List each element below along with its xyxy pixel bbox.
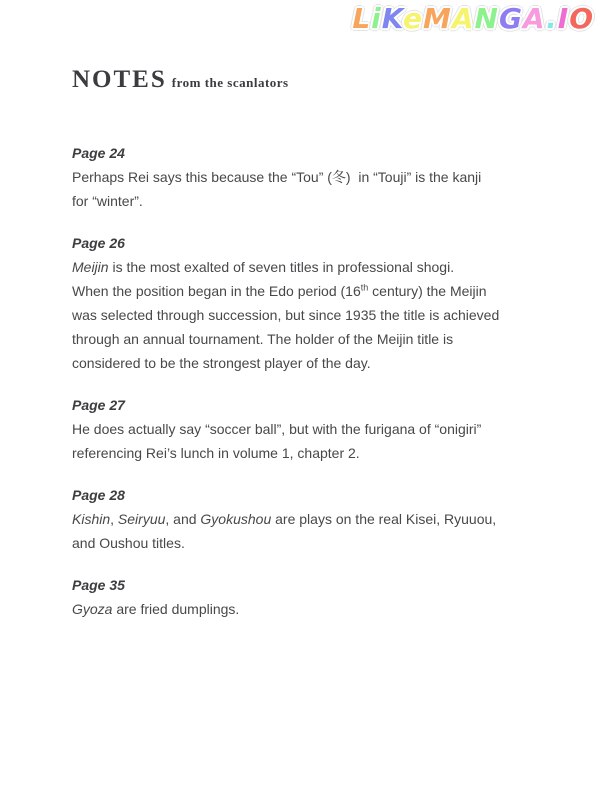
note-text-line xyxy=(72,255,562,279)
note-text-segment: was selected through succession, but since 1935 the title is achieved xyxy=(72,307,500,323)
note-page-heading: Page 27 xyxy=(72,397,125,413)
watermark-letter: A xyxy=(522,2,547,35)
note-text-segment: for “winter”. xyxy=(72,193,143,209)
note-text-segment: Perhaps Rei says this because the “Tou” (冬) in “Touji” is the kanji xyxy=(72,169,482,185)
note-section xyxy=(72,231,562,375)
note-text-segment: , and xyxy=(165,511,201,527)
note-text-segment: Kishin xyxy=(72,511,111,527)
note-text-segment: Gyokushou xyxy=(200,511,272,527)
note-section xyxy=(72,141,562,213)
note-text-segment: considered to be the strongest player of the day. xyxy=(72,355,371,371)
note-text-line xyxy=(72,279,562,303)
note-text-segment: and Oushou titles. xyxy=(72,535,185,551)
note-page-heading: Page 24 xyxy=(72,145,125,161)
page-title: NOTES xyxy=(72,66,167,93)
watermark-letter: i xyxy=(371,2,382,35)
note-text-segment: referencing Rei’s lunch in volume 1, chapter 2. xyxy=(72,445,360,461)
notes-header xyxy=(72,66,289,94)
site-watermark xyxy=(352,2,594,35)
note-text-line xyxy=(72,351,562,375)
note-page-heading: Page 28 xyxy=(72,487,125,503)
watermark-letter: L xyxy=(352,2,372,35)
note-text-line xyxy=(72,165,562,189)
note-text-segment: century) the Meijin xyxy=(368,283,487,299)
watermark-letter: . xyxy=(546,2,558,35)
note-text-segment: He does actually say “soccer ball”, but with the furigana of “onigiri” xyxy=(72,421,482,437)
note-page-heading: Page 35 xyxy=(72,577,125,593)
note-text-line xyxy=(72,327,562,351)
note-text-segment: , xyxy=(110,511,118,527)
note-text-line xyxy=(72,507,562,531)
watermark-letter: K xyxy=(381,2,403,35)
note-text-line xyxy=(72,303,562,327)
watermark-letter: O xyxy=(569,2,594,35)
note-text-segment: Meijin xyxy=(72,259,109,275)
note-text-segment: Seiryuu xyxy=(117,511,166,527)
note-page-heading: Page 26 xyxy=(72,235,125,251)
watermark-letter: A xyxy=(451,2,475,35)
note-text-segment: Gyoza xyxy=(72,601,113,617)
note-text-line xyxy=(72,417,562,441)
watermark-letter: M xyxy=(422,2,452,35)
note-text-line xyxy=(72,189,562,213)
watermark-letter: N xyxy=(474,2,499,35)
note-section xyxy=(72,573,562,621)
note-section xyxy=(72,393,562,465)
note-text-segment: through an annual tournament. The holder of the Meijin title is xyxy=(72,331,454,347)
note-text-segment: are fried dumplings. xyxy=(112,601,240,617)
note-text-line xyxy=(72,531,562,555)
note-text-segment: th xyxy=(360,282,369,293)
note-text-line xyxy=(72,441,562,465)
page-subtitle: from the scanlators xyxy=(171,75,289,90)
note-section xyxy=(72,483,562,555)
note-text-segment: is the most exalted of seven titles in professional shogi. xyxy=(108,259,455,275)
watermark-letter: e xyxy=(402,2,423,35)
note-text-segment: When the position began in the Edo period (16 xyxy=(72,283,361,299)
note-text-segment: are plays on the real Kisei, Ryuuou, xyxy=(271,511,497,527)
watermark-letter: I xyxy=(557,2,570,35)
note-text-line xyxy=(72,597,562,621)
watermark-letter: G xyxy=(498,2,523,35)
notes-list xyxy=(72,141,562,639)
